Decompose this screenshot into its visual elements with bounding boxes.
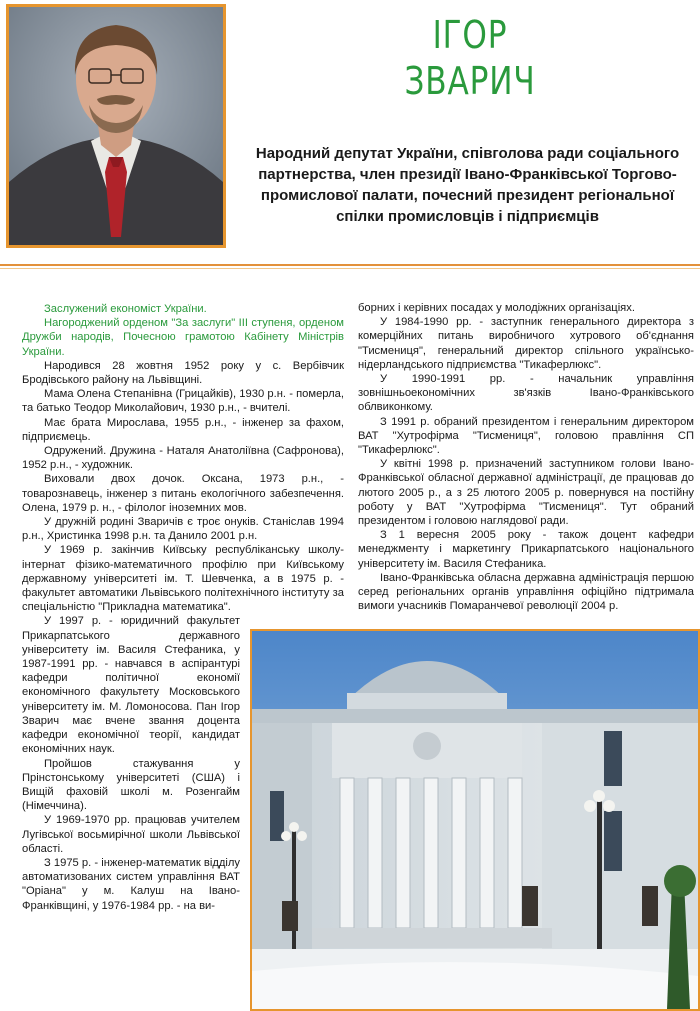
paragraph: У 1997 р. - юридичний факультет Прикарпатського державного університету ім. Василя Стефаника, у 1987-1991 рр. - навчався в аспірантурі кафедри політичної економії економічного факультету Московського університету ім. М. Ломоносова. Пан Ігор Зварич має вчене звання доцента кафедри економічної теорії, кандидат економічних наук. xyxy=(22,615,240,756)
paragraph: У дружній родині Зваричів є троє онуків. Станіслав 1994 р.н., Христинка 1998 р.н. та Данило 2001 р.н. xyxy=(22,516,344,543)
paragraph: У 1984-1990 рр. - заступник генерального директора з комерційних питань виробничого хутрового об'єднання "Тисмениця", генеральний директор спільного українсько-нідерландського підприємства "Тикаферлюкс". xyxy=(358,316,694,371)
paragraph: Виховали двох дочок. Оксана, 1973 р.н., - товарознавець, інженер з питань екологічного забезпечення. Олена, 1979 р. н., - філолог іноземних мов. xyxy=(22,473,344,514)
paragraph: З 1 вересня 2005 року - також доцент кафедри менеджменту і маркетингу Прикарпатського національного університету ім. Василя Стефаника. xyxy=(358,529,694,570)
parliament-building-photo xyxy=(250,629,700,1011)
section-divider-thin xyxy=(0,268,700,269)
name-last: ЗВАРИЧ xyxy=(404,59,536,103)
paragraph: Мама Олена Степанівна (Грицайків), 1930 р.н. - померла, та батько Теодор Миколайович, 1930 р.н., - вчителі. xyxy=(22,388,344,415)
paragraph: Одружений. Дружина - Наталя Анатоліївна (Сафронова), 1952 р.н., - художник. xyxy=(22,445,344,472)
paragraph: Заслужений економіст України. xyxy=(44,303,207,315)
paragraph: У 1969-1970 рр. працював учителем Лугівської восьмирічної школи Львівської області. xyxy=(22,814,240,855)
right-text-column xyxy=(358,301,694,613)
narrow-text-block xyxy=(22,614,240,912)
paragraph: У квітні 1998 р. призначений заступником голови Івано-Франківської обласної державної адміністрації, де працював до лютого 2005 р., а з 25 лютого 2005 р. повернувся на постійну роботу у ВАТ "Хутрофірма "Тисмениця". Тут обраний президентом і головою наглядової ради. xyxy=(358,458,694,528)
paragraph: Івано-Франківська обласна державна адміністрація першою серед регіональних органів управління офіційно підтримала вимоги учасників Помаранчевої революції 2004 р. xyxy=(358,571,694,613)
paragraph: У 1990-1991 рр. - начальник управління зовнішньоекономічних зв'язків Івано-Франківського облвиконкому. xyxy=(358,373,694,414)
paragraph: У 1969 р. закінчив Київську республіканську школу-інтернат фізико-математичного профілю при Київському державному університеті ім. Т. Шевченка, а в 1975 р. - факультет автоматики Львівського політехнічного інституту за спеціальністю "Прикладна математика". xyxy=(22,544,344,614)
paragraph: Нагороджений орденом "За заслуги" ІІІ ступеня, орденом Дружби народів, Почесною грамотою Кабінету Міністрів України. xyxy=(22,317,344,358)
position-subtitle: Народний депутат України, співголова ради соціального партнерства, член президії Івано-Франківської Торгово-промислової палати, почесний президент регіональної спілки промисловців і підприємців xyxy=(255,145,680,225)
paragraph: Пройшов стажування у Прінстонському університеті (США) і Вищій фаховій школі м. Розенгайм (Німеччина). xyxy=(22,757,240,813)
name-first: ІГОР xyxy=(432,13,508,57)
section-divider xyxy=(0,264,700,266)
person-name xyxy=(240,12,700,104)
portrait-photo xyxy=(6,4,226,248)
paragraph: Має брата Мирослава, 1955 р.н., - інженер за фахом, підприємець. xyxy=(22,416,344,443)
paragraph: З 1975 р. - інженер-математик відділу автоматизованих систем управління ВАТ "Оріана" у м. Калуш на Івано-Франківщині, у 1976-1984 рр. - на ви- xyxy=(22,856,240,912)
paragraph: З 1991 р. обраний президентом і генеральним директором ВАТ "Хутрофірма "Тисмениця", головою правління СП "Тикаферлюкс". xyxy=(358,415,694,457)
paragraph: борних і керівних посадах у молодіжних організаціях. xyxy=(358,302,635,314)
paragraph: Народився 28 жовтня 1952 року у с. Вербівчик Бродівського району на Львівщині. xyxy=(22,359,344,387)
